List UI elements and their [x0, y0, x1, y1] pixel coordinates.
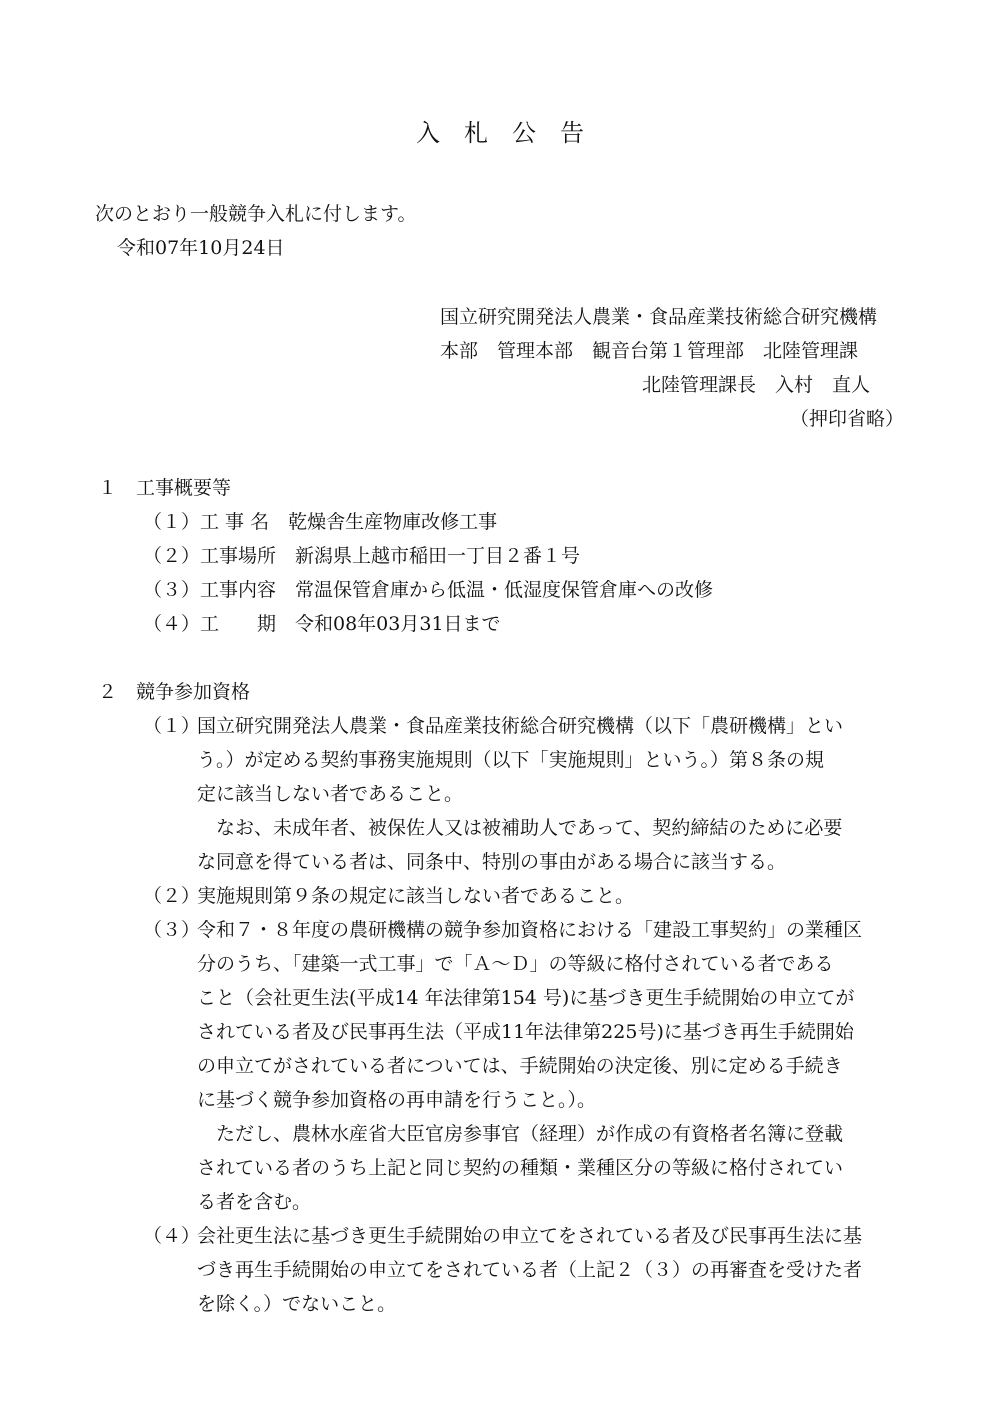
section2-item1-line: な同意を得ている者は、同条中、特別の事由がある場合に該当する。	[197, 851, 787, 873]
section2-item4-line: を除く。）でないこと。	[197, 1293, 397, 1315]
section2-item2-label: （２）	[143, 885, 201, 907]
issuer-dept: 本部 管理本部 観音台第１管理部 北陸管理課	[440, 340, 859, 362]
section2-item3-line: されている者及び民事再生法（平成11年法律第225号)に基づき再生手続開始	[197, 1021, 854, 1043]
section2-item3-line: に基づく競争参加資格の再申請を行うこと。）。	[197, 1089, 597, 1111]
issuer-seal: （押印省略）	[790, 408, 905, 430]
intro-text: 次のとおり一般競争入札に付します。	[95, 203, 417, 225]
section1-item-name: （１）工 事 名 乾燥舎生産物庫改修工事	[143, 511, 498, 533]
section2-item1-line: なお、未成年者、被保佐人又は被補助人であって、契約締結のために必要	[197, 817, 843, 839]
section2-item2-line: 実施規則第９条の規定に該当しない者であること。	[197, 885, 635, 907]
section1-item-location: （２）工事場所 新潟県上越市稲田一丁目２番１号	[143, 545, 581, 567]
section1-item-content: （３）工事内容 常温保管倉庫から低温・低湿度保管倉庫への改修	[143, 579, 714, 601]
notice-date: 令和07年10月24日	[117, 237, 285, 259]
section2-item1-line: う。）が定める契約事務実施規則（以下「実施規則」という。）第８条の規	[197, 749, 825, 771]
section2-item3-line: 令和７・８年度の農研機構の競争参加資格における「建設工事契約」の業種区	[197, 919, 863, 941]
section2-item3-line: 分のうち、「建築一式工事」で「Ａ～Ｄ」の等級に格付されている者である	[197, 953, 834, 975]
section2-item3-line: こと（会社更生法(平成14 年法律第154 号)に基づき更生手続開始の申立てが	[197, 987, 855, 1009]
section2-item4-line: 会社更生法に基づき更生手続開始の申立てをされている者及び民事再生法に基	[197, 1225, 863, 1247]
section2-item3-line: る者を含む。	[197, 1191, 312, 1213]
section2-item1-line: 国立研究開発法人農業・食品産業技術総合研究機構（以下「農研機構」とい	[197, 715, 844, 737]
section2-item4-line: づき再生手続開始の申立てをされている者（上記２（３）の再審査を受けた者	[197, 1259, 863, 1281]
page-title: 入 札 公 告	[416, 119, 584, 147]
section2-item1-label: （１）	[143, 715, 201, 737]
section2-item3-line: の申立てがされている者については、手続開始の決定後、別に定める手続き	[197, 1055, 843, 1077]
section2-item1-line: 定に該当しない者であること。	[197, 783, 464, 805]
section1-item-period: （４）工 期 令和08年03月31日まで	[143, 613, 501, 635]
section2-item3-line: されている者のうち上記と同じ契約の種類・業種区分の等級に格付されてい	[197, 1157, 844, 1179]
section1-heading: １ 工事概要等	[98, 477, 232, 499]
section2-heading: ２ 競争参加資格	[98, 681, 251, 703]
section2-item4-label: （４）	[143, 1225, 201, 1247]
section2-item3-label: （３）	[143, 919, 201, 941]
issuer-org: 国立研究開発法人農業・食品産業技術総合研究機構	[440, 306, 878, 328]
section2-item3-line: ただし、農林水産省大臣官房参事官（経理）が作成の有資格者名簿に登載	[197, 1123, 844, 1145]
issuer-person: 北陸管理課長 入村 直人	[642, 374, 871, 396]
